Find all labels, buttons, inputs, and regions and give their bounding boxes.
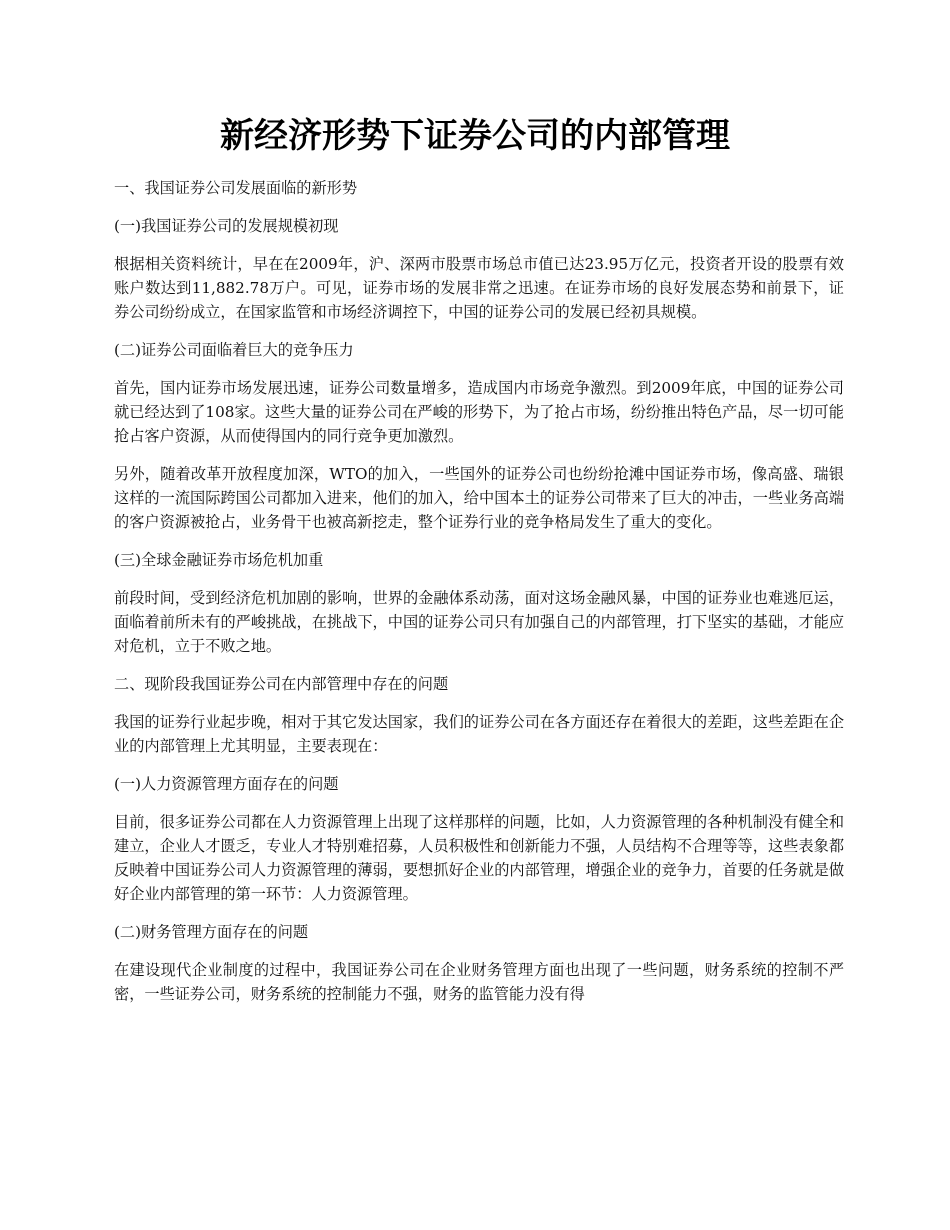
subsection-heading-1-1: (一)我国证券公司的发展规模初现 xyxy=(114,217,339,235)
paragraph-financial-crisis: 前段时间，受到经济危机加剧的影响，世界的金融体系动荡，面对这场金融风暴，中国的证券业也难逃厄运，面临着前所未有的严峻挑战，在挑战下，中国的证券公司只有加强自己的内部管理，打下坚实的基础，才能应对危机，立于不败之地。 xyxy=(114,589,844,655)
paragraph-foreign-competition: 另外，随着改革开放程度加深，WTO的加入，一些国外的证券公司也纷纷抢滩中国证券市场，像高盛、瑞银这样的一流国际跨国公司都加入进来，他们的加入，给中国本土的证券公司带来了巨大的冲击，一些业务高端的客户资源被抢占，业务骨干也被高新挖走，整个证券行业的竞争格局发生了重大的变化。 xyxy=(114,465,844,531)
section-heading-2: 二、现阶段我国证券公司在内部管理中存在的问题 xyxy=(114,675,449,693)
document-title: 新经济形势下证券公司的内部管理 xyxy=(220,116,730,156)
document-body xyxy=(114,176,844,1020)
paragraph-finance-issues: 在建设现代企业制度的过程中，我国证券公司在企业财务管理方面也出现了一些问题，财务系统的控制不严密，一些证券公司，财务系统的控制能力不强，财务的监管能力没有得 xyxy=(114,961,844,1003)
subsection-heading-2-2: (二)财务管理方面存在的问题 xyxy=(114,923,309,941)
paragraph-market-scale: 根据相关资料统计，早在在2009年，沪、深两市股票市场总市值已达23.95万亿元，投资者开设的股票有效账户数达到11,882.78万户。可见，证券市场的发展非常之迅速。在证券市场的良好发展态势和前景下，证券公司纷纷成立，在国家监管和市场经济调控下，中国的证券公司的发展已经初具规模。 xyxy=(114,255,844,321)
paragraph-hr-issues: 目前，很多证券公司都在人力资源管理上出现了这样那样的问题，比如，人力资源管理的各种机制没有健全和建立，企业人才匮乏，专业人才特别难招募，人员积极性和创新能力不强，人员结构不合理等等，这些表象都反映着中国证券公司人力资源管理的薄弱，要想抓好企业的内部管理，增强企业的竞争力，首要的任务就是做好企业内部管理的第一环节：人力资源管理。 xyxy=(114,813,844,903)
section-heading-1: 一、我国证券公司发展面临的新形势 xyxy=(114,179,357,197)
paragraph-domestic-competition: 首先，国内证券市场发展迅速，证券公司数量增多，造成国内市场竞争激烈。到2009年底，中国的证券公司就已经达到了108家。这些大量的证券公司在严峻的形势下，为了抢占市场，纷纷推出特色产品，尽一切可能抢占客户资源，从而使得国内的同行竞争更加激烈。 xyxy=(114,379,844,445)
subsection-heading-1-2: (二)证券公司面临着巨大的竞争压力 xyxy=(114,341,354,359)
subsection-heading-2-1: (一)人力资源管理方面存在的问题 xyxy=(114,775,339,793)
subsection-heading-1-3: (三)全球金融证券市场危机加重 xyxy=(114,551,324,569)
paragraph-industry-gap: 我国的证券行业起步晚，相对于其它发达国家，我们的证券公司在各方面还存在着很大的差距，这些差距在企业的内部管理上尤其明显，主要表现在： xyxy=(114,713,844,755)
